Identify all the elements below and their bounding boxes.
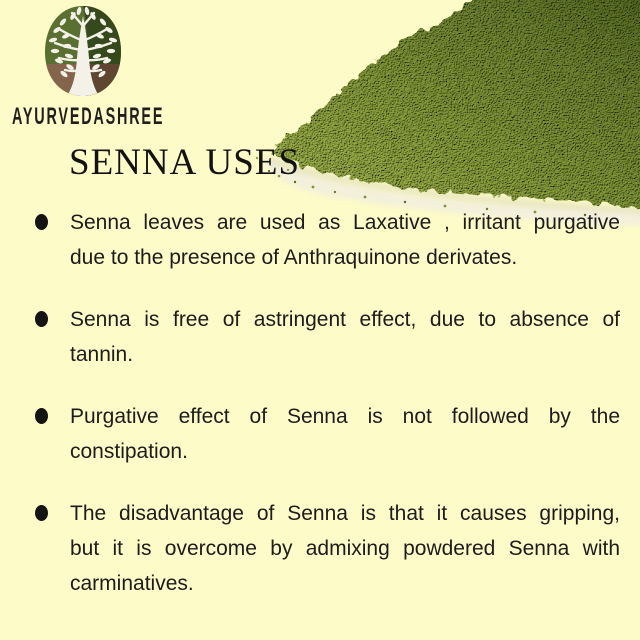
text-line: Purgative effect of Senna is not followed by the — [70, 405, 620, 428]
bullet-text — [70, 205, 620, 275]
text-line: tannin. — [70, 343, 134, 366]
bullet-icon — [35, 505, 48, 521]
text-line: due to the presence of Anthraquinone derivates. — [70, 246, 518, 269]
tree-icon — [43, 6, 123, 96]
brand-name: AYURVEDASHREE — [12, 103, 165, 130]
text-line: Senna is free of astringent effect, due to absence of — [70, 308, 620, 331]
bullet-icon — [35, 311, 48, 327]
bullet-text — [70, 496, 620, 601]
text-line: but it is overcome by admixing powdered Senna with — [70, 537, 620, 560]
bullet-text — [70, 302, 620, 372]
senna-powder-image — [255, 0, 640, 228]
bullet-icon — [35, 408, 48, 424]
bullet-icon — [35, 214, 48, 230]
list-item — [35, 205, 620, 275]
page-title: SENNA USES — [69, 142, 301, 183]
list-item — [35, 399, 620, 469]
list-item — [35, 302, 620, 372]
brand-logo — [12, 6, 165, 131]
uses-list — [35, 205, 620, 628]
text-line: carminatives. — [70, 572, 194, 595]
text-line: The disadvantage of Senna is that it causes gripping, — [70, 502, 620, 525]
list-item — [35, 496, 620, 601]
bullet-text — [70, 399, 620, 469]
text-line: constipation. — [70, 440, 188, 463]
text-line: Senna leaves are used as Laxative , irritant purgative — [70, 211, 620, 234]
